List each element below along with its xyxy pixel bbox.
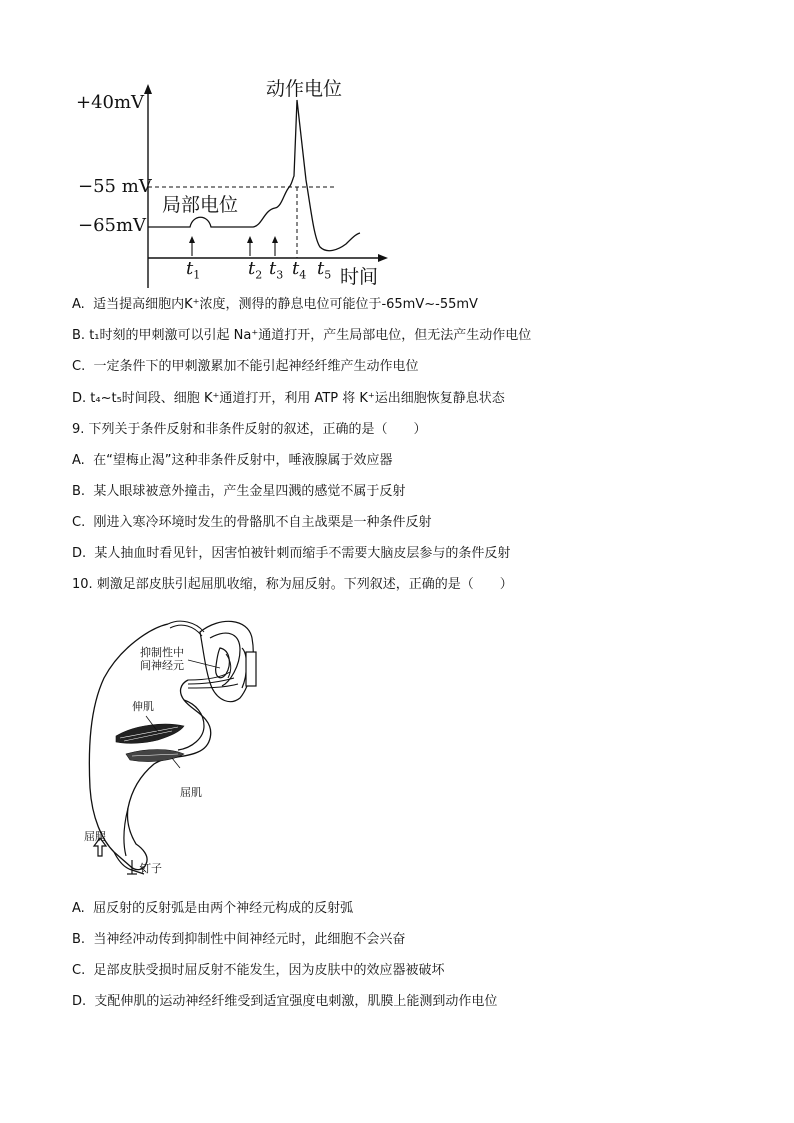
- potential-trace: [148, 100, 360, 251]
- nail-label: 钉子: [140, 862, 162, 875]
- time-label-t2: $t_2$: [248, 258, 263, 282]
- stimulus-arrow-t1: [189, 236, 195, 256]
- flexor-reflex-figure: [80, 608, 270, 883]
- q8-option-d: D. t₄~t₅时间段、细胞 K⁺通道打开，利用 ATP 将 K⁺运出细胞恢复静息状态: [72, 391, 505, 406]
- time-label-t3: $t_3$: [269, 258, 284, 282]
- peak-label: 动作电位: [266, 78, 343, 100]
- time-label-t1: $t_1$: [186, 258, 201, 282]
- nail-icon: [127, 860, 137, 874]
- q8-option-c: C. 一定条件下的甲刺激累加不能引起神经纤维产生动作电位: [72, 359, 419, 374]
- q10-option-b: B. 当神经冲动传到抑制性中间神经元时，此细胞不会兴奋: [72, 932, 406, 947]
- spinal-cord: [200, 621, 256, 701]
- x-axis-arrow: [378, 254, 388, 262]
- time-label-t5: $t_5$: [317, 258, 332, 282]
- q10-option-c: C. 足部皮肤受损时屈反射不能发生，因为皮肤中的效应器被破坏: [72, 963, 445, 978]
- q9-option-c: C. 刚进入寒冷环境时发生的骨骼肌不自主战栗是一种条件反射: [72, 515, 432, 530]
- q9-option-d: D. 某人抽血时看见针，因害怕被针刺而缩手不需要大脑皮层参与的条件反射: [72, 546, 511, 561]
- y-axis-arrow: [144, 84, 152, 94]
- flexor-label: 屈肌: [180, 786, 202, 799]
- q9-option-b: B. 某人眼球被意外撞击，产生金星四溅的感觉不属于反射: [72, 484, 406, 499]
- y-label-mid: −55 mV: [78, 176, 152, 197]
- q10-option-a: A. 屈反射的反射弧是由两个神经元构成的反射弧: [72, 901, 354, 916]
- stimulus-arrow-t2: [247, 236, 253, 256]
- time-label-t4: $t_4$: [292, 258, 307, 282]
- q10-stem: 10. 刺激足部皮肤引起屈肌收缩，称为屈反射。下列叙述，正确的是（ ）: [72, 577, 513, 592]
- q10-option-d: D. 支配伸肌的运动神经纤维受到适宜强度电刺激，肌膜上能测到动作电位: [72, 994, 498, 1009]
- y-label-low: −65mV: [78, 215, 147, 236]
- q9-stem: 9. 下列关于条件反射和非条件反射的叙述，正确的是（ ）: [72, 422, 427, 437]
- q8-option-a: A. 适当提高细胞内K⁺浓度，测得的静息电位可能位于-65mV~-55mV: [72, 297, 478, 312]
- bend-leg-label: 屈腿: [84, 830, 106, 843]
- extensor-label: 伸肌: [132, 700, 154, 713]
- local-potential-label: 局部电位: [162, 194, 239, 216]
- stimulus-arrow-t3: [272, 236, 278, 256]
- interneuron-label: 抑制性中 间神经元: [140, 646, 184, 672]
- membrane-potential-graph: [70, 70, 410, 290]
- y-label-top: +40mV: [76, 92, 145, 113]
- q8-option-b: B. t₁时刻的甲刺激可以引起 Na⁺通道打开，产生局部电位，但无法产生动作电位: [72, 328, 532, 343]
- extensor-muscle: [116, 724, 184, 743]
- x-axis-label: 时间: [340, 266, 379, 288]
- q9-option-a: A. 在“望梅止渴”这种非条件反射中，唾液腺属于效应器: [72, 453, 393, 468]
- flexor-muscle: [126, 750, 184, 762]
